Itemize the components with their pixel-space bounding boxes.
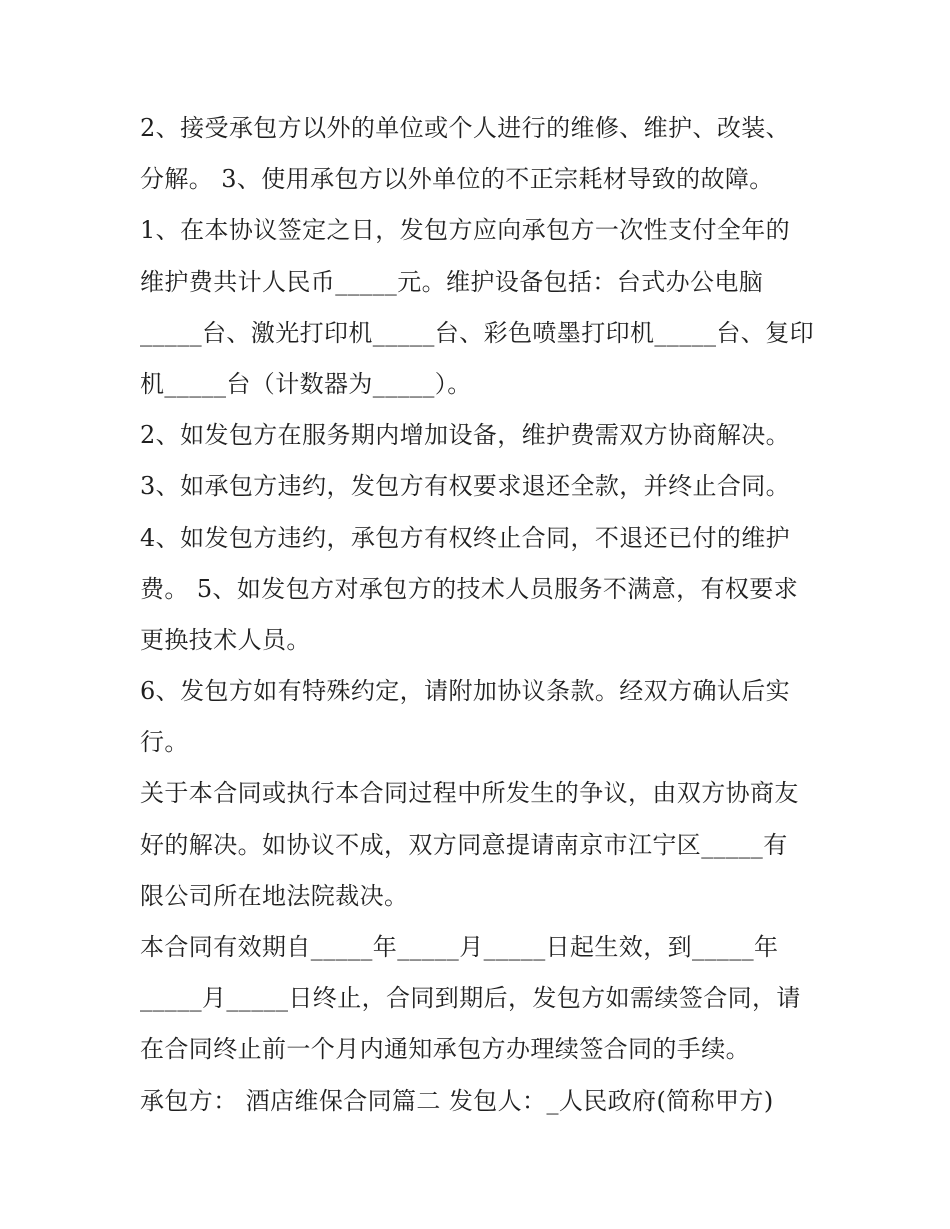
text-line: 承包方： 酒店维保合同篇二 发包人：_人民政府(简称甲方) — [140, 1086, 774, 1115]
text-line: 限公司所在地法院裁决。 — [140, 881, 409, 910]
text-line: 关于本合同或执行本合同过程中所发生的争议，由双方协商友 — [140, 779, 799, 808]
text-line: _____月_____日终止，合同到期后，发包方如需续签合同，请 — [140, 984, 801, 1013]
text-line: 6、发包方如有特殊约定，请附加协议条款。经双方确认后实 — [140, 677, 791, 706]
text-line: _____台、激光打印机_____台、彩色喷墨打印机_____台、复印 — [140, 318, 814, 347]
text-line: 费。 5、如发包方对承包方的技术人员服务不满意，有权要求 — [140, 574, 799, 603]
text-line: 机_____台（计数器为_____）。 — [140, 369, 472, 398]
document-body — [140, 103, 820, 1127]
text-line: 本合同有效期自_____年_____月_____日起生效，到_____年 — [140, 933, 779, 961]
text-line: 2、如发包方在服务期内增加设备，维护费需双方协商解决。 — [140, 421, 791, 450]
text-line: 在合同终止前一个月内通知承包方办理续签合同的手续。 — [140, 1035, 750, 1064]
text-line: 分解。 3、使用承包方以外单位的不正宗耗材导致的故障。 — [140, 165, 774, 194]
text-line: 3、如承包方违约，发包方有权要求退还全款，并终止合同。 — [140, 472, 791, 501]
text-line: 4、如发包方违约，承包方有权终止合同，不退还已付的维护 — [140, 523, 791, 552]
text-line: 行。 — [140, 728, 189, 757]
text-line: 更换技术人员。 — [140, 625, 311, 654]
text-line: 1、在本协议签定之日，发包方应向承包方一次性支付全年的 — [140, 216, 791, 245]
text-line: 2、接受承包方以外的单位或个人进行的维修、维护、改装、 — [140, 114, 791, 142]
text-line: 好的解决。如协议不成，双方同意提请南京市江宁区_____有 — [140, 830, 788, 859]
text-line: 维护费共计人民币_____元。维护设备包括：台式办公电脑 — [140, 267, 764, 296]
